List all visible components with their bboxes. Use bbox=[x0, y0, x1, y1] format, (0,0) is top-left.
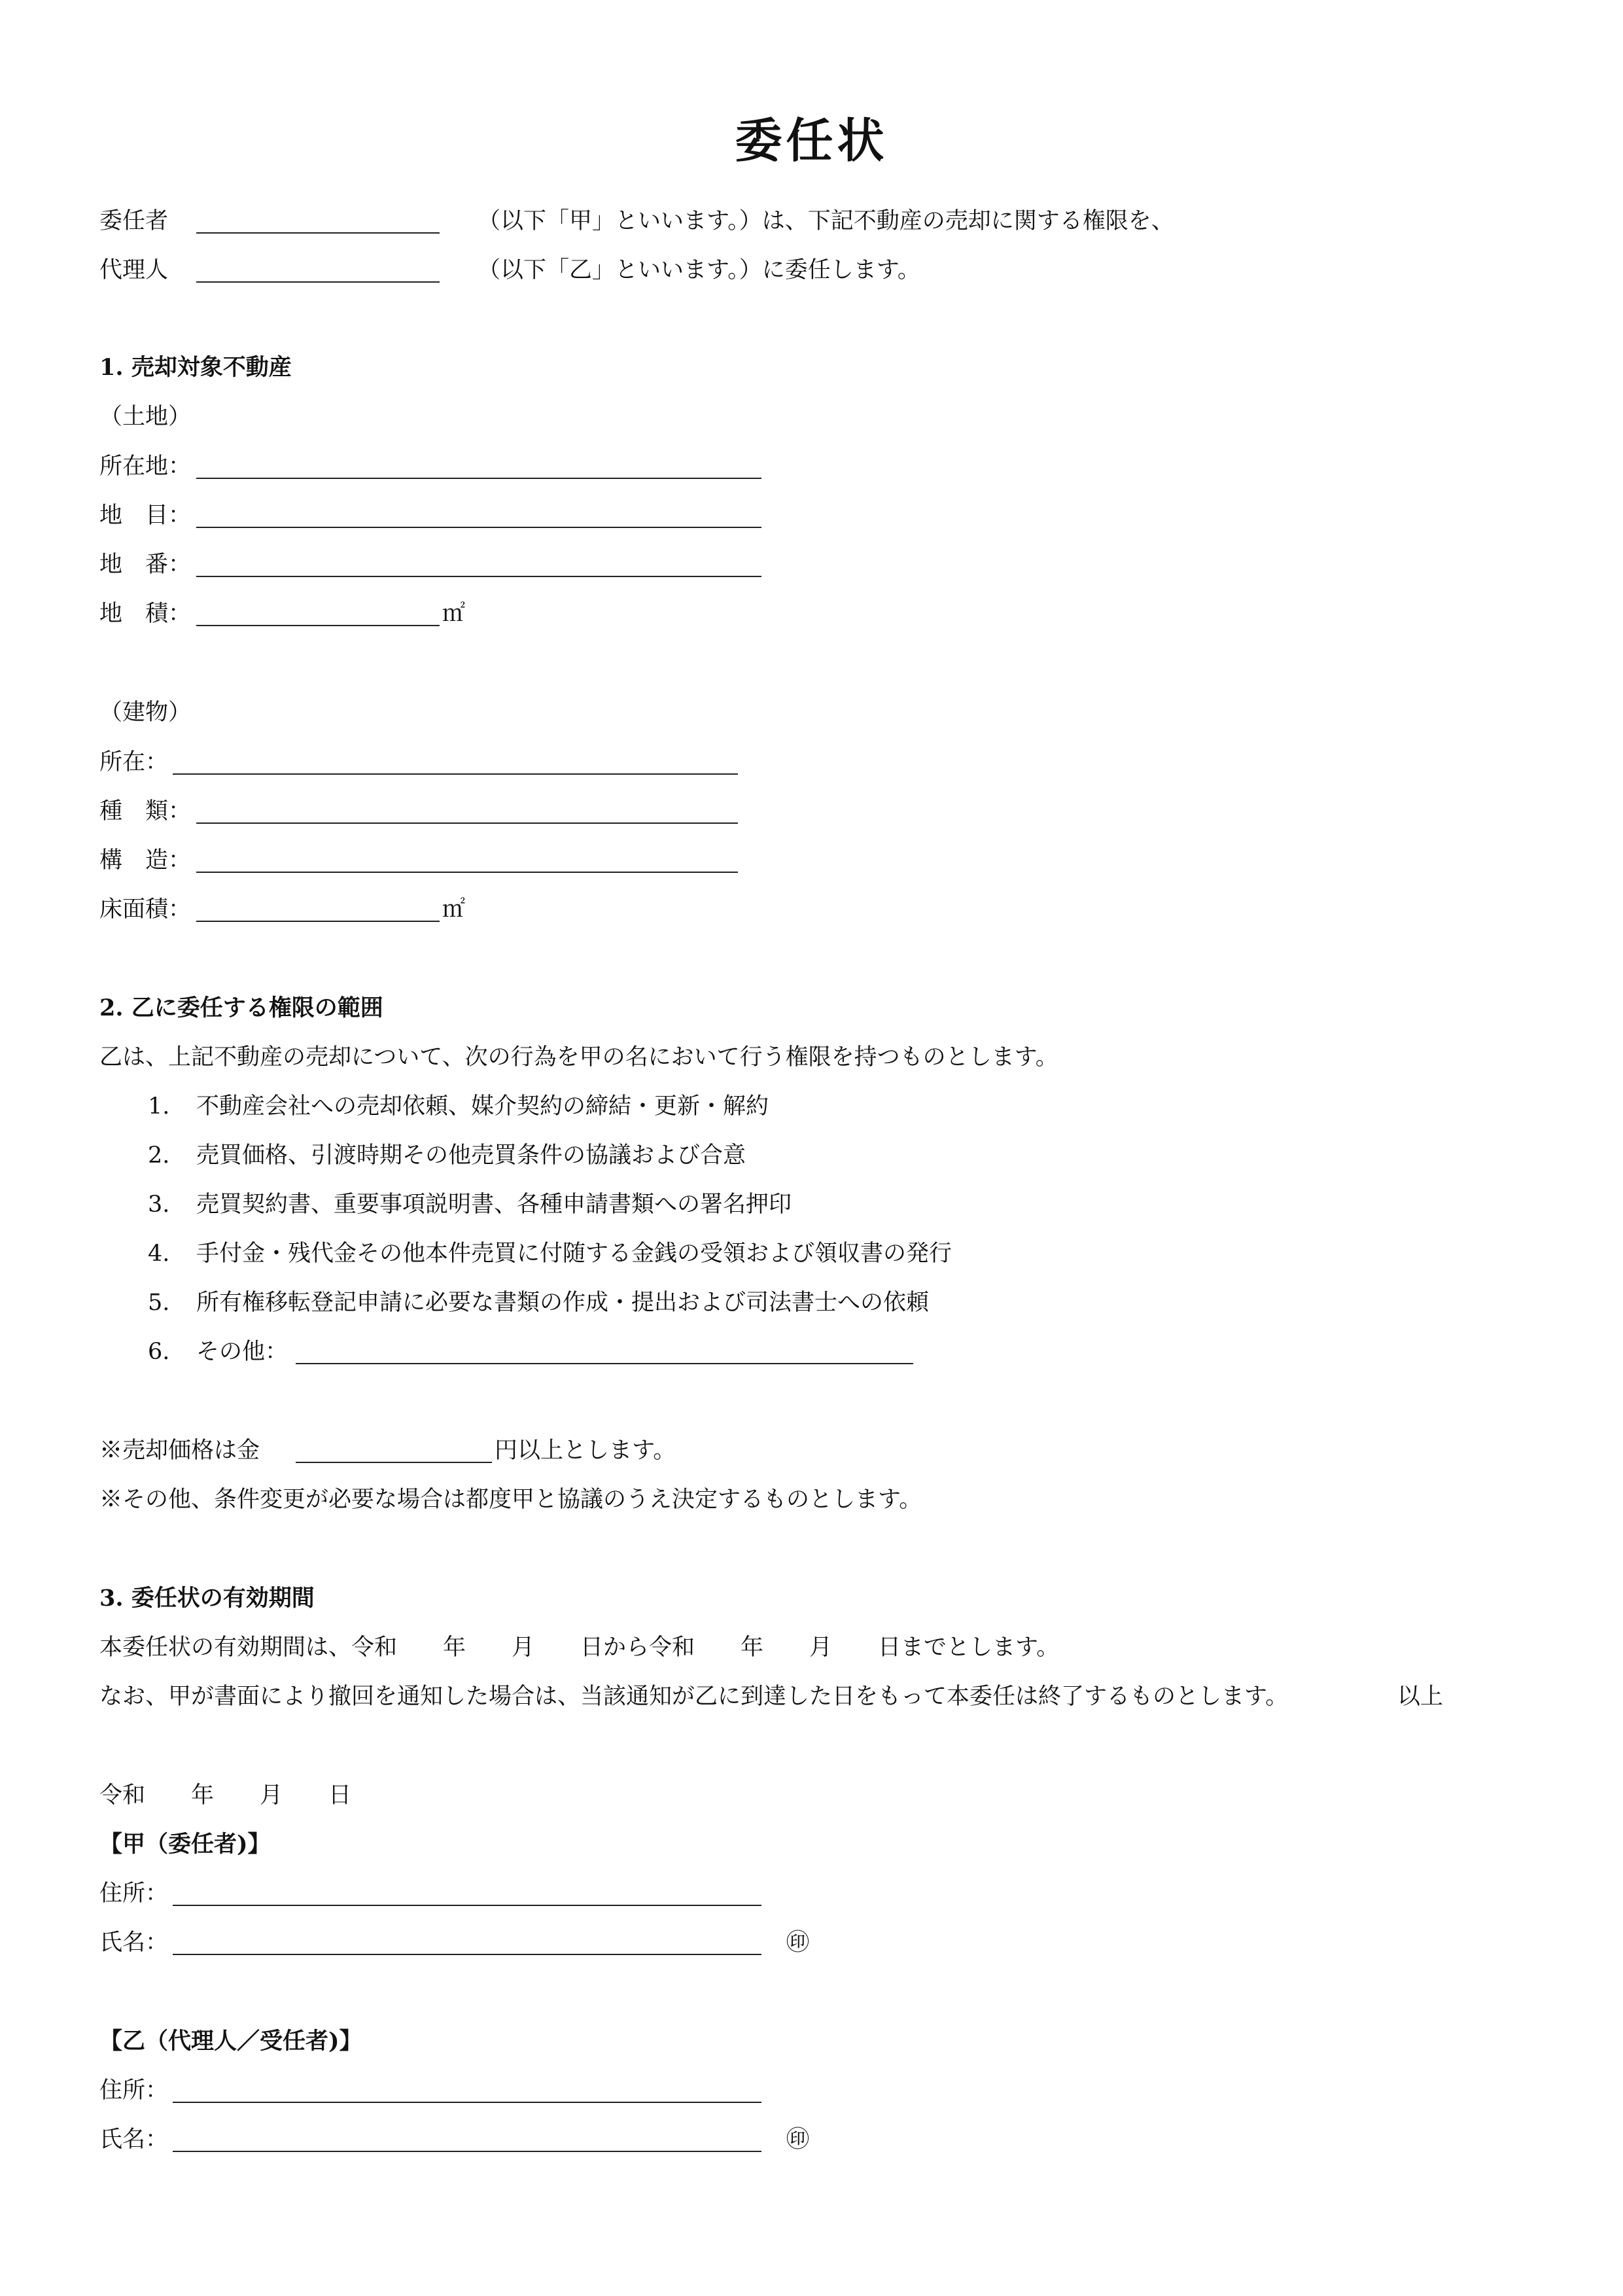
principal-address-blank[interactable] bbox=[173, 1905, 761, 1906]
agent-name-label: 氏名： bbox=[99, 2127, 169, 2153]
document-title: 委任状 bbox=[735, 113, 888, 168]
land-location-blank[interactable] bbox=[196, 478, 761, 479]
authority-item-text: その他： bbox=[196, 1339, 288, 1365]
section3-heading: 3. 委任状の有効期間 bbox=[99, 1585, 315, 1612]
agent-address-blank[interactable] bbox=[173, 2102, 761, 2103]
authority-item-text: 売買価格、引渡時期その他売買条件の協議および合意 bbox=[196, 1142, 746, 1169]
authority-item-number: 2. bbox=[148, 1142, 170, 1169]
intro-line2-text: （以下「乙」といいます。）に委任します。 bbox=[478, 257, 920, 283]
land-area-blank[interactable] bbox=[196, 625, 440, 626]
building-location-blank[interactable] bbox=[173, 773, 738, 775]
validity-period-text: 本委任状の有効期間は、令和 年 月 日から令和 年 月 日までとします。 bbox=[99, 1634, 1060, 1661]
land-category-blank[interactable] bbox=[196, 527, 761, 528]
section2-intro: 乙は、上記不動産の売却について、次の行為を甲の名において行う権限を持つものとします。 bbox=[99, 1044, 1058, 1070]
price-note-suffix: 円以上とします。 bbox=[495, 1438, 676, 1464]
section1-heading: 1. 売却対象不動産 bbox=[99, 354, 292, 381]
other-authority-blank[interactable] bbox=[296, 1363, 913, 1364]
land-lot-number-label: 地 番： bbox=[99, 552, 192, 578]
closing-text: 以上 bbox=[1397, 1684, 1444, 1710]
building-type-blank[interactable] bbox=[196, 822, 738, 824]
principal-name-label: 氏名： bbox=[99, 1930, 169, 1956]
land-category-label: 地 目： bbox=[99, 503, 192, 529]
agent-signature-blank[interactable] bbox=[173, 2151, 761, 2152]
authority-item-text: 売買契約書、重要事項説明書、各種申請書類への署名押印 bbox=[196, 1192, 792, 1218]
land-area-label: 地 積： bbox=[99, 601, 192, 627]
building-structure-blank[interactable] bbox=[196, 872, 738, 873]
agent-address-label: 住所： bbox=[99, 2077, 169, 2104]
building-location-label: 所在： bbox=[99, 749, 169, 775]
building-floor-area-unit: ㎡ bbox=[442, 896, 466, 923]
land-area-unit: ㎡ bbox=[442, 601, 466, 627]
authority-item-text: 手付金・残代金その他本件売買に付随する金銭の受領および領収書の発行 bbox=[196, 1241, 952, 1267]
principal-label: 委任者 bbox=[99, 208, 169, 234]
principal-block-label: 【甲（委任者)】 bbox=[99, 1831, 271, 1858]
section2-heading: 2. 乙に委任する権限の範囲 bbox=[99, 995, 383, 1021]
building-floor-area-blank[interactable] bbox=[196, 921, 440, 922]
principal-address-label: 住所： bbox=[99, 1881, 169, 1907]
intro-line1-text: （以下「甲」といいます。）は、下記不動産の売却に関する権限を、 bbox=[478, 208, 1174, 234]
authority-item-number: 6. bbox=[148, 1339, 170, 1365]
agent-block-label: 【乙（代理人／受任者)】 bbox=[99, 2028, 362, 2055]
revocation-text: なお、甲が書面により撤回を通知した場合は、当該通知が乙に到達した日をもって本委任は終了するものとします。 bbox=[99, 1684, 1289, 1710]
authority-item-number: 4. bbox=[148, 1241, 170, 1267]
authority-item-number: 5. bbox=[148, 1290, 170, 1316]
agent-name-blank[interactable] bbox=[196, 281, 440, 283]
principal-signature-blank[interactable] bbox=[173, 1954, 761, 1955]
authority-item-text: 所有権移転登記申請に必要な書類の作成・提出および司法書士への依頼 bbox=[196, 1290, 930, 1316]
agent-label: 代理人 bbox=[99, 257, 169, 283]
land-label: （土地） bbox=[99, 404, 192, 430]
authority-item-number: 3. bbox=[148, 1192, 170, 1218]
principal-name-blank[interactable] bbox=[196, 232, 440, 234]
signature-date: 令和 年 月 日 bbox=[99, 1782, 352, 1809]
price-note-prefix: ※売却価格は金 bbox=[99, 1438, 260, 1464]
condition-change-note: ※その他、条件変更が必要な場合は都度甲と協議のうえ決定するものとします。 bbox=[99, 1487, 922, 1513]
building-floor-area-label: 床面積： bbox=[99, 896, 192, 923]
principal-seal-mark: ㊞ bbox=[786, 1930, 810, 1956]
building-structure-label: 構 造： bbox=[99, 847, 192, 874]
building-type-label: 種 類： bbox=[99, 798, 192, 824]
building-label: （建物） bbox=[99, 699, 192, 726]
minimum-price-blank[interactable] bbox=[296, 1462, 492, 1463]
land-location-label: 所在地： bbox=[99, 453, 192, 480]
authority-item-number: 1. bbox=[148, 1093, 170, 1120]
land-lot-number-blank[interactable] bbox=[196, 576, 761, 577]
authority-item-text: 不動産会社への売却依頼、媒介契約の締結・更新・解約 bbox=[196, 1093, 769, 1120]
agent-seal-mark: ㊞ bbox=[786, 2127, 810, 2153]
